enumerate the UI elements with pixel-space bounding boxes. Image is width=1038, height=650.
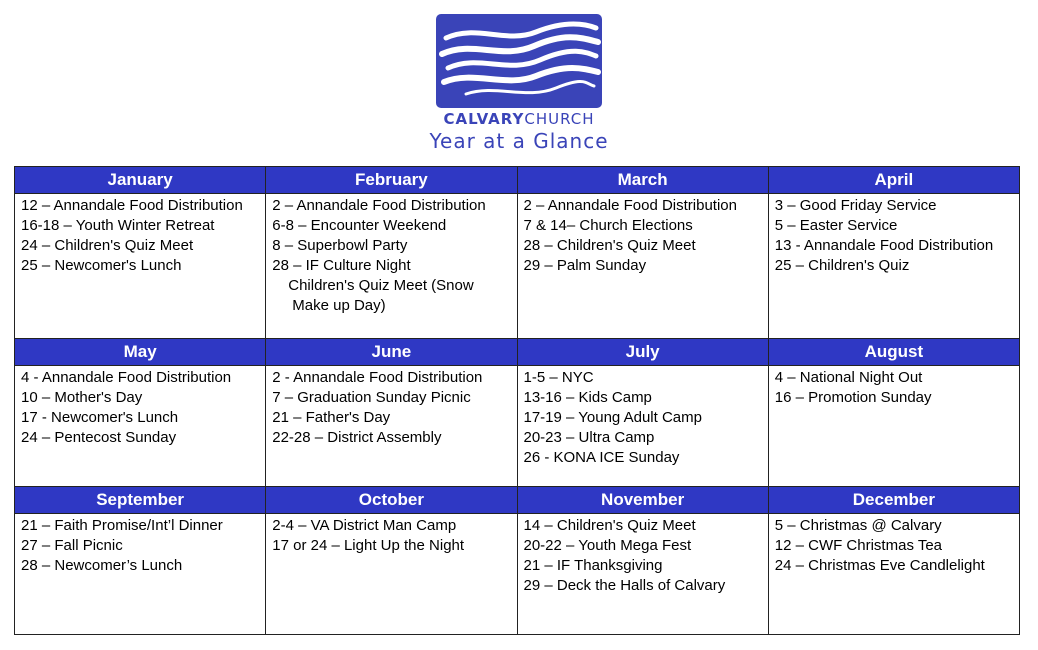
- month-header-september: September: [15, 487, 266, 514]
- year-calendar-table: [14, 166, 1020, 635]
- event-item: 10 – Mother's Day: [21, 389, 143, 406]
- month-header-row: [15, 167, 1020, 194]
- month-header-february: February: [266, 167, 517, 194]
- month-events-october: [266, 514, 517, 635]
- event-item: 2-4 – VA District Man Camp: [272, 517, 457, 534]
- event-item: 29 – Palm Sunday: [523, 257, 647, 274]
- event-item: 28 – Newcomer’s Lunch: [21, 557, 183, 574]
- month-events-row: [15, 514, 1020, 635]
- event-item: 6-8 – Encounter Weekend: [272, 217, 447, 234]
- event-item: 21 – Father's Day: [272, 409, 391, 426]
- month-events-row: [15, 194, 1020, 339]
- event-item: 17 or 24 – Light Up the Night: [272, 537, 465, 554]
- month-events-june: [266, 366, 517, 487]
- event-item: Make up Day): [292, 297, 386, 314]
- event-item: 20-22 – Youth Mega Fest: [523, 537, 692, 554]
- church-name: [0, 110, 1038, 128]
- month-events-april: [768, 194, 1019, 339]
- event-item: 24 – Christmas Eve Candlelight: [774, 557, 985, 574]
- event-item: 26 - KONA ICE Sunday: [523, 449, 680, 466]
- month-header-december: December: [768, 487, 1019, 514]
- event-item: 12 – Annandale Food Distribution: [21, 197, 243, 214]
- event-item: 2 – Annandale Food Distribution: [523, 197, 737, 214]
- month-events-may: [15, 366, 266, 487]
- month-header-august: August: [768, 339, 1019, 366]
- month-header-november: November: [517, 487, 768, 514]
- event-item: 29 – Deck the Halls of Calvary: [523, 577, 726, 594]
- month-events-row: [15, 366, 1020, 487]
- month-events-january: [15, 194, 266, 339]
- month-header-may: May: [15, 339, 266, 366]
- month-events-december: [768, 514, 1019, 635]
- event-item: Children's Quiz Meet (Snow: [288, 277, 474, 294]
- event-item: 20-23 – Ultra Camp: [523, 429, 655, 446]
- church-name-bold: CALVARY: [443, 110, 525, 128]
- event-item: 1-5 – NYC: [523, 369, 594, 386]
- event-item: 2 - Annandale Food Distribution: [272, 369, 483, 386]
- event-item: 16 – Promotion Sunday: [774, 389, 932, 406]
- month-header-october: October: [266, 487, 517, 514]
- church-name-light: CHURCH: [524, 110, 595, 128]
- church-logo: [0, 14, 1038, 113]
- event-item: 22-28 – District Assembly: [272, 429, 442, 446]
- month-header-march: March: [517, 167, 768, 194]
- event-item: 24 – Children's Quiz Meet: [21, 237, 194, 254]
- month-events-july: [517, 366, 768, 487]
- event-item: 13 - Annandale Food Distribution: [774, 237, 994, 254]
- event-item: 25 – Newcomer's Lunch: [21, 257, 182, 274]
- event-item: 7 – Graduation Sunday Picnic: [272, 389, 471, 406]
- event-item: 12 – CWF Christmas Tea: [774, 537, 943, 554]
- event-item: 16-18 – Youth Winter Retreat: [21, 217, 215, 234]
- event-item: 2 – Annandale Food Distribution: [272, 197, 486, 214]
- month-events-september: [15, 514, 266, 635]
- month-header-july: July: [517, 339, 768, 366]
- event-item: 5 – Christmas @ Calvary: [774, 517, 942, 534]
- event-item: 28 – Children's Quiz Meet: [523, 237, 696, 254]
- event-item: 13-16 – Kids Camp: [523, 389, 652, 406]
- month-header-june: June: [266, 339, 517, 366]
- month-header-row: [15, 339, 1020, 366]
- month-events-november: [517, 514, 768, 635]
- event-item: 3 – Good Friday Service: [774, 197, 937, 214]
- event-item: 27 – Fall Picnic: [21, 537, 123, 554]
- month-header-april: April: [768, 167, 1019, 194]
- month-header-row: [15, 487, 1020, 514]
- event-item: 14 – Children's Quiz Meet: [523, 517, 696, 534]
- event-item: 4 - Annandale Food Distribution: [21, 369, 232, 386]
- event-item: 25 – Children's Quiz: [774, 257, 910, 274]
- month-events-march: [517, 194, 768, 339]
- event-item: 17 - Newcomer's Lunch: [21, 409, 179, 426]
- month-events-february: [266, 194, 517, 339]
- page-subtitle: Year at a Glance: [429, 129, 609, 153]
- month-header-january: January: [15, 167, 266, 194]
- wave-logo-icon: [436, 14, 602, 108]
- event-item: 4 – National Night Out: [774, 369, 923, 386]
- month-events-august: [768, 366, 1019, 487]
- event-item: 17-19 – Young Adult Camp: [523, 409, 702, 426]
- event-item: 21 – IF Thanksgiving: [523, 557, 663, 574]
- event-item: 21 – Faith Promise/Int’l Dinner: [21, 517, 223, 534]
- event-item: 24 – Pentecost Sunday: [21, 429, 177, 446]
- event-item: 5 – Easter Service: [774, 217, 898, 234]
- event-item: 7 & 14– Church Elections: [523, 217, 693, 234]
- event-item: 8 – Superbowl Party: [272, 237, 408, 254]
- event-item: 28 – IF Culture Night: [272, 257, 411, 274]
